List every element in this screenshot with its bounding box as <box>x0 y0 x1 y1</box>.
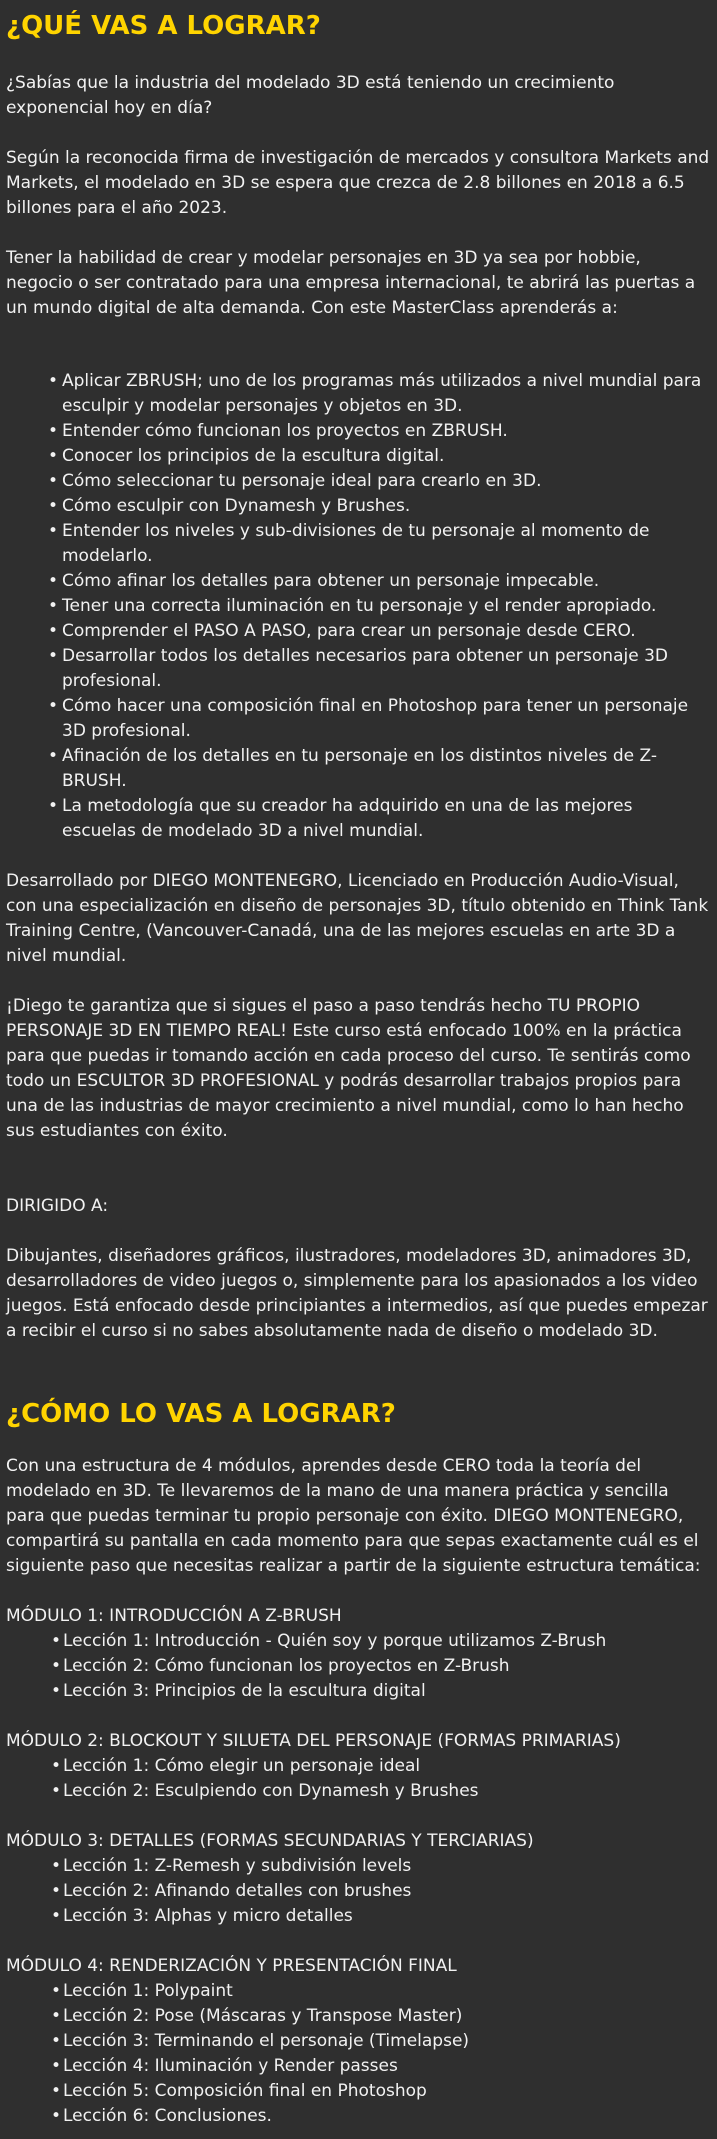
lesson-item: • Lección 2: Esculpiendo con Dynamesh y Brushes <box>51 1781 479 1801</box>
paragraph-skills: Tener la habilidad de crear y modelar personajes en 3D ya sea por hobbie, negocio o ser contratado para una empresa internacional, te abrirá las puertas a un mundo digital de alta demanda. Con este MasterClass aprenderás a: <box>6 248 696 318</box>
lesson-item: • Lección 2: Afinando detalles con brushes <box>51 1881 412 1901</box>
list-item: • Entender cómo funcionan los proyectos en ZBRUSH. <box>48 421 508 441</box>
list-item: • Cómo seleccionar tu personaje ideal para crearlo en 3D. <box>48 471 542 491</box>
lesson-list <box>6 1854 711 1929</box>
paragraph-guarantee: ¡Diego te garantiza que si sigues el paso a paso tendrás hecho TU PROPIO PERSONAJE 3D EN TIEMPO REAL! Este curso está enfocado 100% en la práctica para que puedas ir tomando acción en cada proceso del curso. Te sentirás como todo un ESCULTOR 3D PROFESIONAL y podrás desarrollar trabajos propios para una de las industrias de mayor crecimiento a nivel mundial, como lo han hecho sus estudiantes con éxito. <box>6 996 691 1141</box>
target-audience-heading: DIRIGIDO A: <box>6 1196 109 1216</box>
module-title: MÓDULO 1: INTRODUCCIÓN A Z-BRUSH <box>6 1606 342 1626</box>
paragraph-markets: Según la reconocida firma de investigación de mercados y consultora Markets and Markets, el modelado en 3D se espera que crezca de 2.8 billones en 2018 a 6.5 billones para el año 2023. <box>6 148 710 218</box>
list-item: • Cómo esculpir con Dynamesh y Brushes. <box>48 496 411 516</box>
lesson-item: • Lección 1: Polypaint <box>51 1981 233 2001</box>
lesson-item: • Lección 3: Principios de la escultura digital <box>51 1681 426 1701</box>
paragraph-audience: Dibujantes, diseñadores gráficos, ilustradores, modeladores 3D, animadores 3D, desarrolladores de video juegos o, simplemente para los apasionados a los video juegos. Está enfocado desde principiantes a intermedios, así que puedes empezar a recibir el curso si no sabes absolutamente nada de diseño o modelado 3D. <box>6 1246 708 1341</box>
list-item: • Conocer los principios de la escultura digital. <box>48 446 445 466</box>
lesson-list <box>6 1979 711 2129</box>
lesson-item: • Lección 1: Z-Remesh y subdivisión levels <box>51 1856 412 1876</box>
list-item: • La metodología que su creador ha adquirido en una de las mejores escuelas de modelado 3D a nivel mundial. <box>48 796 633 841</box>
module-title: MÓDULO 2: BLOCKOUT Y SILUETA DEL PERSONAJE (FORMAS PRIMARIAS) <box>6 1731 621 1751</box>
module-title: MÓDULO 3: DETALLES (FORMAS SECUNDARIAS Y TERCIARIAS) <box>6 1831 534 1851</box>
list-item: • Comprender el PASO A PASO, para crear un personaje desde CERO. <box>48 621 636 641</box>
paragraph-intro: ¿Sabías que la industria del modelado 3D está teniendo un crecimiento exponencial hoy en día? <box>6 73 615 118</box>
lesson-item: • Lección 3: Alphas y micro detalles <box>51 1906 353 1926</box>
list-item: • Cómo hacer una composición final en Photoshop para tener un personaje 3D profesional. <box>48 696 689 741</box>
list-item: • Aplicar ZBRUSH; uno de los programas más utilizados a nivel mundial para esculpir y modelar personajes y objetos en 3D. <box>48 371 702 416</box>
lesson-item: • Lección 6: Conclusiones. <box>51 2106 272 2126</box>
lesson-item: • Lección 3: Terminando el personaje (Timelapse) <box>51 2031 470 2051</box>
list-item: • Afinación de los detalles en tu personaje en los distintos niveles de Z-BRUSH. <box>48 746 657 791</box>
lesson-list <box>6 1754 711 1804</box>
paragraph-structure: Con una estructura de 4 módulos, aprendes desde CERO toda la teoría del modelado en 3D. Te llevaremos de la mano de una manera práctica y sencilla para que puedas terminar tu propio personaje con éxito. DIEGO MONTENEGRO, compartirá su pantalla en cada momento para que sepas exactamente cuál es el siguiente paso que necesitas realizar a partir de la siguiente estructura temática: <box>6 1456 701 1576</box>
lesson-item: • Lección 2: Cómo funcionan los proyectos en Z-Brush <box>51 1656 510 1676</box>
paragraph-author: Desarrollado por DIEGO MONTENEGRO, Licenciado en Producción Audio-Visual, con una especialización en diseño de personajes 3D, título obtenido en Think Tank Training Centre, (Vancouver-Canadá, una de las mejores escuelas en arte 3D a nivel mundial. <box>6 871 709 966</box>
lesson-item: • Lección 1: Introducción - Quién soy y porque utilizamos Z-Brush <box>51 1631 607 1651</box>
lesson-item: • Lección 4: Iluminación y Render passes <box>51 2056 398 2076</box>
list-item: • Tener una correcta iluminación en tu personaje y el render apropiado. <box>48 596 657 616</box>
list-item: • Entender los niveles y sub-divisiones de tu personaje al momento de modelarlo. <box>48 521 650 566</box>
lesson-item: • Lección 2: Pose (Máscaras y Transpose Master) <box>51 2006 463 2026</box>
lesson-item: • Lección 5: Composición final en Photoshop <box>51 2081 427 2101</box>
learning-list <box>6 369 711 844</box>
lesson-item: • Lección 1: Cómo elegir un personaje ideal <box>51 1756 421 1776</box>
list-item: • Desarrollar todos los detalles necesarios para obtener un personaje 3D profesional. <box>48 646 668 691</box>
list-item: • Cómo afinar los detalles para obtener un personaje impecable. <box>48 571 600 591</box>
section-title-what: ¿QUÉ VAS A LOGRAR? <box>6 11 321 41</box>
module-title: MÓDULO 4: RENDERIZACIÓN Y PRESENTACIÓN FINAL <box>6 1956 457 1976</box>
lesson-list <box>6 1629 711 1704</box>
section-title-how: ¿CÓMO LO VAS A LOGRAR? <box>6 1399 396 1429</box>
